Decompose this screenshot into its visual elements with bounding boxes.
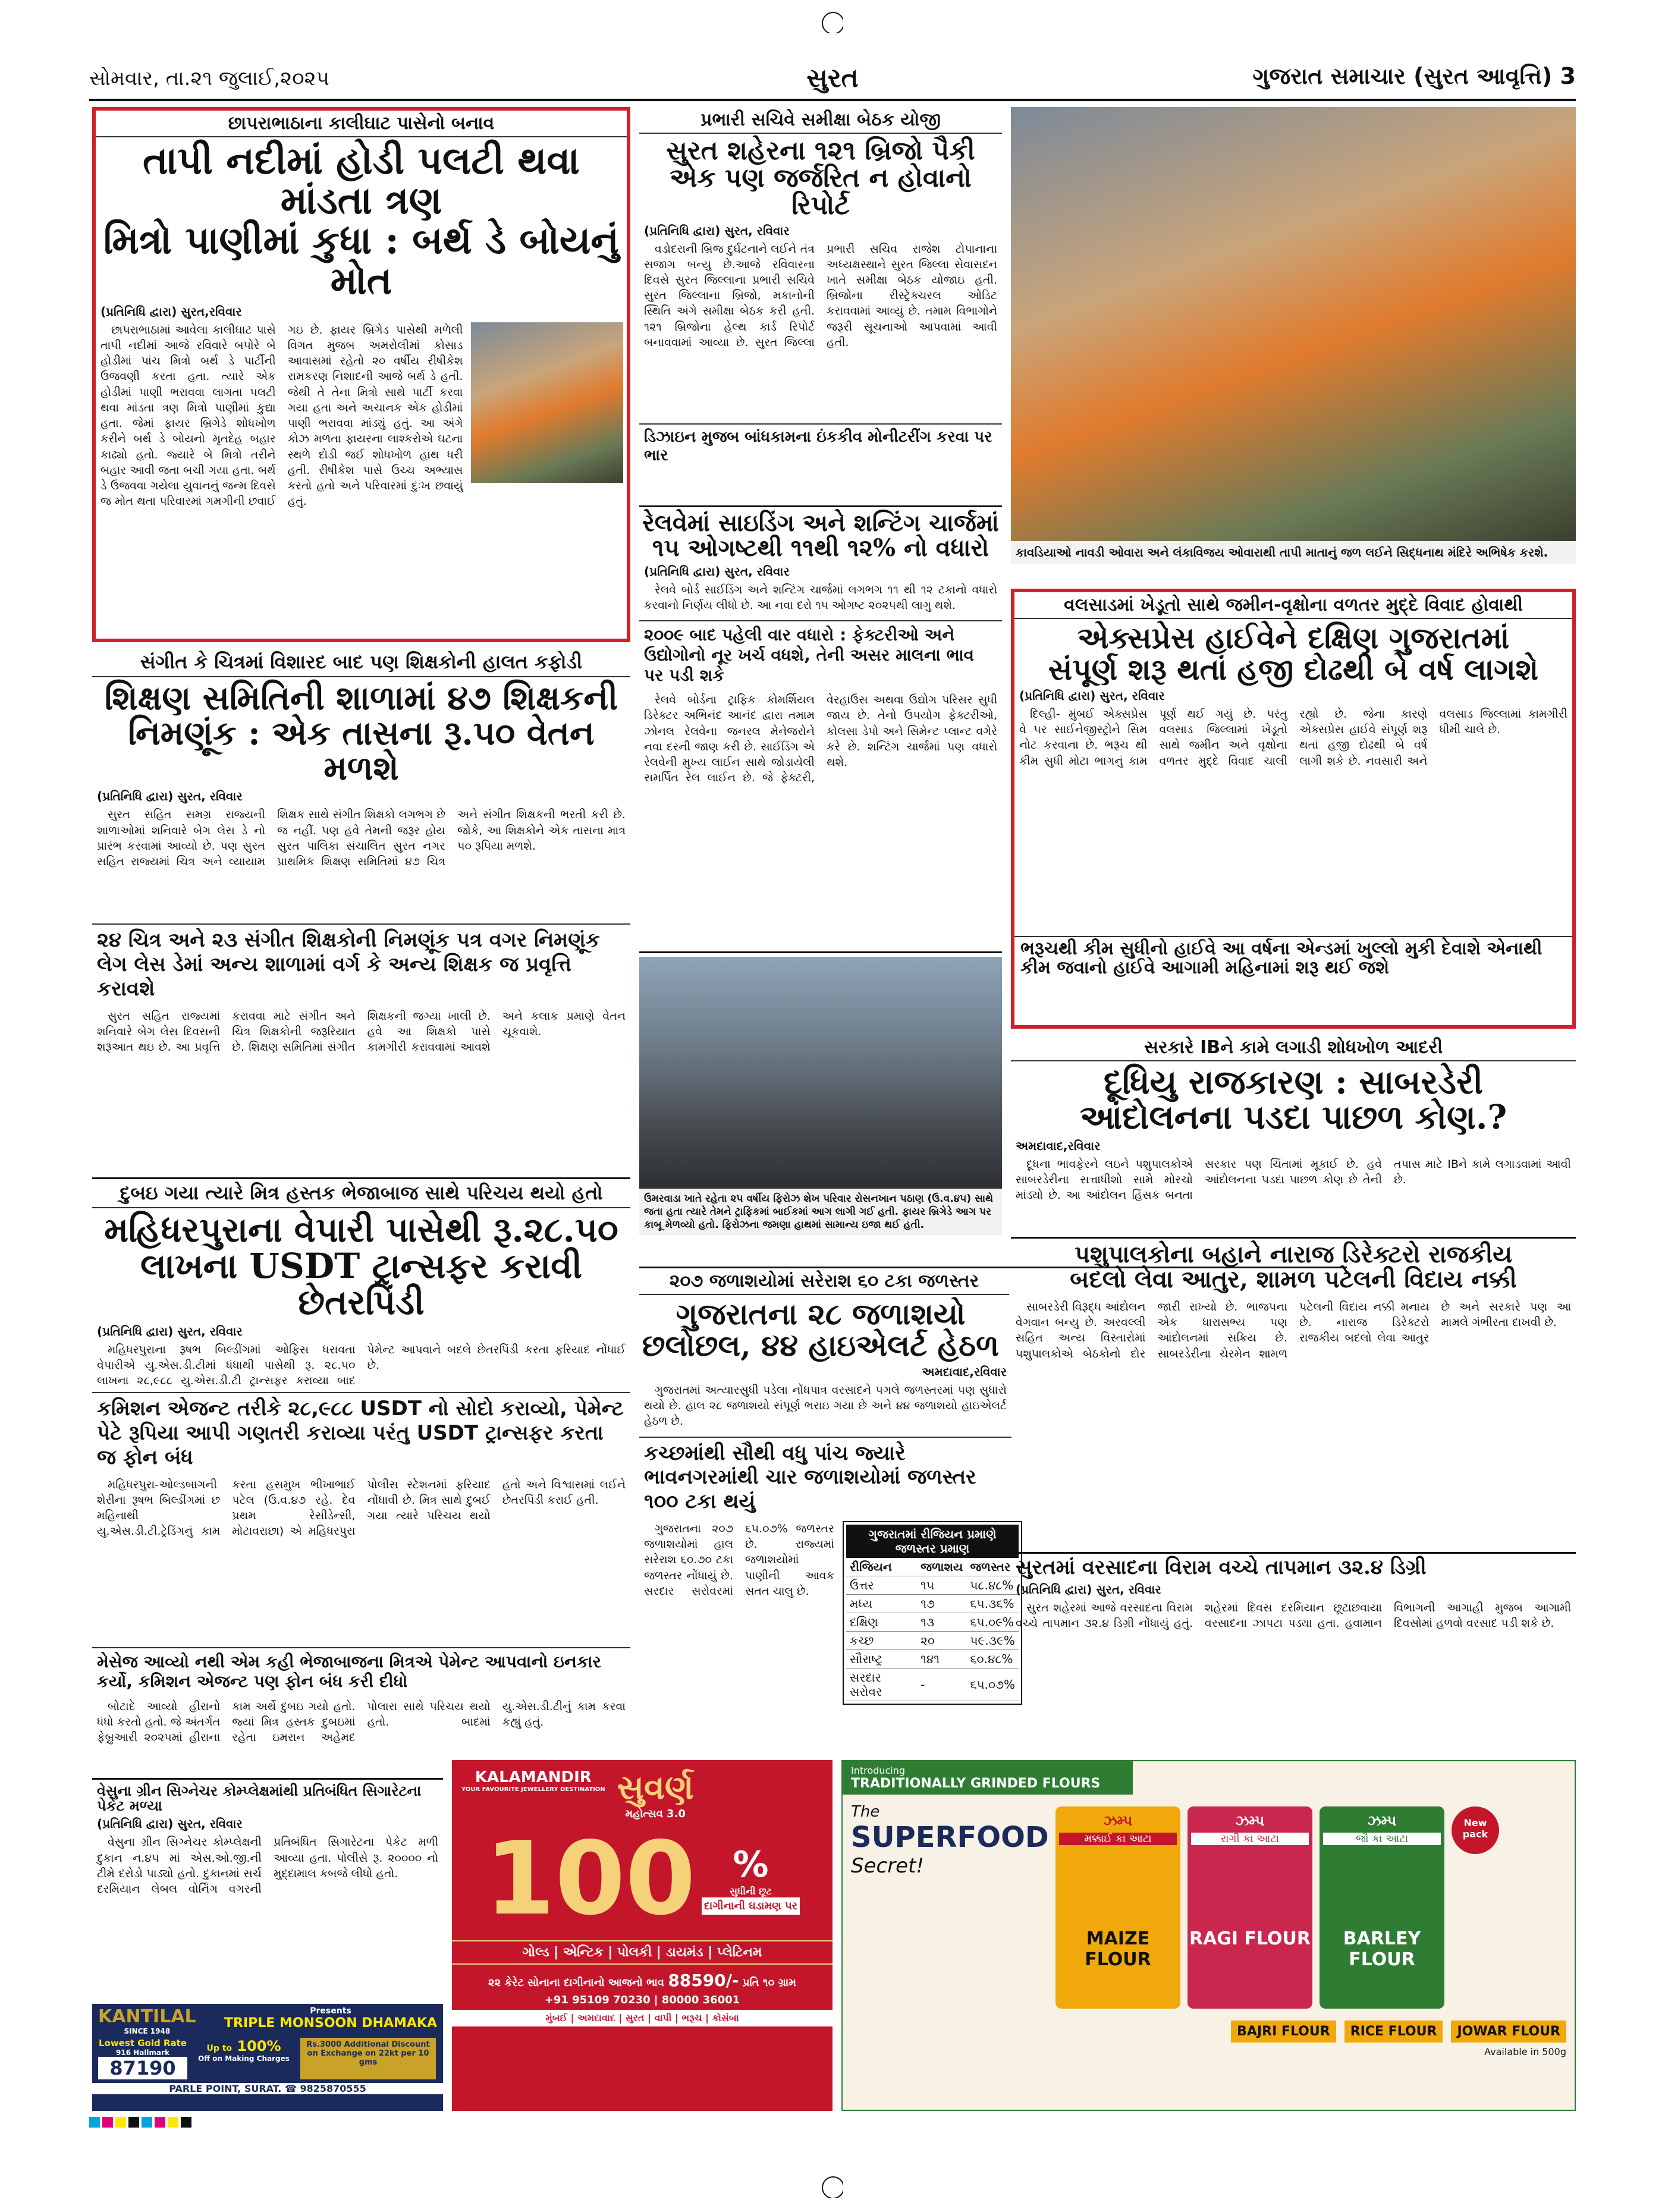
pack-name: MAIZE FLOUR <box>1085 1928 1151 1970</box>
ad-kalamandir[interactable] <box>452 1760 832 2111</box>
ad-since: SINCE 1948 <box>124 2027 171 2035</box>
story-bridges <box>639 107 1002 499</box>
table-header-row: રીજિયન જળાશય જળસ્તર <box>846 1558 1019 1576</box>
ad-avail: Available in 500g <box>1484 2046 1566 2057</box>
ad-brand: KANTILAL <box>98 2006 196 2027</box>
headline: સુરતમાં વરસાદના વિરામ વચ્ચે તાપમાન ૩૨.૪ ડિગ્રી <box>1016 1556 1427 1579</box>
ad-title: TRIPLE MONSOON DHAMAKA <box>224 2016 437 2031</box>
color-bar-bottom <box>89 2117 1576 2132</box>
kicker: દુબઇ ગયા ત્યારે મિત્ર હસ્તક ભેજાબાજ સાથે પરિચય થયો હતો <box>92 1179 630 1208</box>
headline: મહિધરપુરાના વેપારી પાસેથી રૂ.૨૮.૫૦ લાખના USDT ટ્રાન્સફર કરાવી છેતરપિંડી <box>104 1209 618 1322</box>
ad-phone: +91 95109 70230 | 80000 36001 <box>544 1994 740 2006</box>
headline: શિક્ષણ સમિતિની શાળામાં ૪૭ શિક્ષકની નિમણૂંક : એક તાસના રૂ.૫૦ વેતન મળશે <box>104 678 618 788</box>
story-body: દૂધના ભાવફેરને લઇને પશુપાલકોએ સાબરડેરીના સત્તાધીશો સામે મોરચો માંડ્યો છે. આ આંદોલન હિંસક બનતા સરકાર પણ ચિંતામાં મૂકાઈ છે. હવે આંદોલનના પડદા પાછળ કોણ છે તેની તપાસ માટે IBને કામે લગાડવામાં આવી છે. <box>1016 1157 1571 1202</box>
ad-pct: % <box>733 1843 769 1886</box>
ad-pct-note-2: દાગીનાની ઘડામણ પર <box>702 1897 800 1915</box>
story-body: ગુજરાતના ૨૦૭ જળાશયોમાં હાલ સરેરાશ ૬૦.૭૦ ટકા જળસ્તર નોંધાયું છે. સરદાર સરોવરમાં ૬૫.૦૭% જળસ્તર છે. રાજ્યમાં જળાશયોમાં પાણીની આવક સતત ચાલુ છે. <box>644 1522 834 1598</box>
header-date: સોમવાર, તા.૨૧ જુલાઈ,૨૦૨૫ <box>89 67 329 90</box>
pack-label: મક્કાઈ કા આટા <box>1059 1833 1177 1845</box>
ad-sub: મહોત્સવ 3.0 <box>625 1808 686 1820</box>
headline: તાપી નદીમાં હોડી પલટી થવા માંડતા ત્રણ મિત્રો પાણીમાં કુધા : બર્થ ડે બોયનું મોત <box>103 139 619 303</box>
kicker: છાપરાભાઠાના કાલીઘાટ પાસેનો બનાવ <box>96 111 627 137</box>
subhead: ડિઝાઇન મુજબ બાંધકામના ઇંકકીવ મોનીટરીંગ કરવા પર ભાર <box>639 423 1002 469</box>
ad-hallmark: 916 Hallmark <box>115 2048 170 2057</box>
ad-kantilal[interactable] <box>92 2004 443 2111</box>
header-section: સુરત <box>806 63 859 93</box>
byline: અમદાવાદ,રવિવાર <box>1016 1138 1101 1153</box>
story-body: સુરત શહેરમાં આજે વરસાદના વિરામ વચ્ચે તાપમાન ૩૨.૪ ડિગ્રી નોંધાયું હતું. શહેરમાં દિવસ દરમિયાન છૂટાછવાયા વરસાદના ઝાપટા પડ્યા હતા. હવામાન વિભાગની આગાહી મુજબ આગામી દિવસોમાં હળવો વરસાદ પડી શકે છે. <box>1016 1601 1571 1630</box>
table-row: ઉત્તર ૧૫ ૫૮.૪૮% <box>846 1576 1019 1595</box>
rescue-photo <box>471 322 623 483</box>
subhead: ૨૪ ચિત્ર અને ૨૩ સંગીત શિક્ષકોની નિમણૂંક પત્ર વગર નિમણૂંક લેગ લેસ ડેમાં અન્ય શાળામાં વર્ગ કે અન્ય શિક્ષક જ પ્રવૃત્તિ કરાવશે <box>92 923 630 1004</box>
story-body: સુરત સહિત સમગ્ર રાજ્યની શાળાઓમાં શનિવારે બેગ લેસ ડે નો પ્રારંભ કરવામાં આવ્યો છે. પણ સુરત સહિત રાજ્યમાં ચિત્ર અને વ્યાયામ શિક્ષક સાથે સંગીત શિક્ષકો લગભગ છે જ નહીં. પણ હવે તેમની જરૂર હોય સુરત પાલિકા સંચાલિત સુરત નગર પ્રાથમિક શિક્ષણ સમિતિમાં ૪૭ ચિત્ર અને સંગીત શિક્ષકની ભરતી કરી છે. જોકે, આ શિક્ષકોને એક તાસના માત્ર ૫૦ રૂપિયા મળશે. <box>97 808 626 869</box>
ad-tagline: YOUR FAVOURITE JEWELLERY DESTINATION <box>461 1786 605 1793</box>
headline: એક્સપ્રેસ હાઈવેને દક્ષિણ ગુજરાતમાં સંપૂર્ણ શરૂ થતાં હજી દોઢથી બે વર્ષ લાગશે <box>1048 620 1539 687</box>
ad-upto: Up to 100% <box>206 2038 281 2054</box>
tag-jowar: JOWAR FLOUR <box>1451 2021 1566 2043</box>
story-lead: ગુજરાતમાં અત્યારસુધી પડેલા નોંધપાત્ર વરસાદને પગલે જળસ્તરમાં પણ સુધારો થયો છે. હાલ ૨૮ જળાશયો સંપૂર્ણ ભરાઇ ગયા છે અને ૪૪ જળાશયો હાઇએલર્ટ હેઠળ છે. <box>644 1384 1007 1428</box>
subhead: ૨૦૦૯ બાદ પહેલી વાર વધારો : ફેક્ટરીઓ અને ઉદ્યોગોનો નૂર ખર્ચ વધશે, તેની અસર માલના ભાવ પર પડી શકે <box>639 620 1002 689</box>
reservoir-table <box>843 1521 1022 1705</box>
callout: ભરૂચથી કીમ સુધીનો હાઈવે આ વર્ષના એન્ડમાં ખુલ્લો મુકી દેવાશે એનાથી કીમ જવાનો હાઈવે આગામી મહિનામાં શરૂ થઈ જશે <box>1014 936 1572 979</box>
kicker: ૨૦૭ જળાશયોમાં સરેરાશ ૬૦ ટકા જળસ્તર <box>639 1268 1009 1295</box>
ad-the: The <box>851 1803 880 1821</box>
ad-lowest: Lowest Gold Rate <box>99 2038 187 2048</box>
pack-brand: ઝમ્પ <box>1235 1812 1265 1829</box>
kicker: પ્રભારી સચિવે સમીક્ષા બેઠક યોજી <box>639 107 1002 134</box>
story-body: રેલવે બોર્ડના ટ્રાફિક કોમર્શિયલ ડિરેક્ટર અભિનંદ આનંદ દ્વારા તમામ ઝોનલ રેલવેના જનરલ મેનેજરોને નવા દરની જાણ કરી છે. સાઈડિંગ એ રેલવેની મુખ્ય લાઈન સાથે જોડાયેલી સમર્પિત રેલ લાઈન છે. જે ફેક્ટરી, વેરહાઉસ અથવા ઉદ્યોગ પરિસર સુધી જાય છે. તેનો ઉપયોગ ફેક્ટરીઓ, કોલસા ડેપો અને સિમેન્ટ પ્લાન્ટ વગેરે કરે છે. શન્ટિંગ ચાર્જમાં પણ વધારો થશે. <box>644 693 997 785</box>
table-title: ગુજરાતમાં રીજિયન પ્રમાણે જળસ્તર પ્રમાણ <box>846 1525 1019 1558</box>
story-body: દિલ્હી- મુંબઈ એક્સપ્રેસ વે પર સાઈનેજીસ્ટ્રોને સિમ નોટ કરવાના છે. ભરૂચ થી કીમ સુધી મોટા ભાગનું કામ પૂર્ણ થઈ ગયું છે. પરંતુ વલસાડ જિલ્લામાં ખેડૂતો સાથે જમીન અને વૃક્ષોના વળતર મુદ્દે વિવાદ ચાલી રહ્યો છે. જેના કારણે એક્સપ્રેસ હાઈવે સંપૂર્ણ શરૂ થતાં હજી દોઢથી બે વર્ષ લાગી શકે છે. નવસારી અને વલસાડ જિલ્લામાં કામગીરી ધીમી ચાલે છે. <box>1019 708 1567 768</box>
subhead-2: મેસેજ આવ્યો નથી એમ કહી ભેજાબાજના મિત્રએ પેમેન્ટ આપવાનો ઇનકાર કર્યો, કમિશન એજન્ટ પણ ફોન બંધ કરી દીધો <box>92 1647 630 1695</box>
pack-brand: ઝમ્પ <box>1103 1812 1133 1829</box>
tag-bajri: BAJRI FLOUR <box>1231 2021 1336 2043</box>
registration-mark-bottom <box>822 2176 843 2198</box>
story-usdt-fraud <box>92 1177 630 1772</box>
story-railway <box>639 505 1002 945</box>
story-body: વડોદરાની બ્રિજ દુર્ઘટનાને લઈને તંત્ર સજાગ બન્યુ છે.આજે રવિવારના દિવસે સુરત જિલ્લાના પ્રભારી સચિવે સુરત જિલ્લાના બ્રિજો, મકાનોની સ્થિતિ અંગે સમીક્ષા બેઠક કરી હતી. ૧૨૧ બ્રિજોના હેલ્થ કાર્ડ રિપોર્ટ બનાવવામાં આવ્યા છે. સુરત જિલ્લા પ્રભારી સચિવ રાજેશ ટોપાનાના અધ્યક્ષસ્થાને સુરત જિલ્લા સેવાસદન ખાતે સમીક્ષા બેઠક યોજાઇ હતી. બ્રિજોના રીસ્ટ્રેક્ચરલ ઓડિટ કરાવવામાં આવ્યું છે. તમામ વિભાગોને જરૂરી સૂચનાઓ આપવામાં આવી હતી. <box>644 242 997 349</box>
ad-presents: Presents <box>310 2006 351 2016</box>
pack-name: BARLEY FLOUR <box>1343 1928 1421 1970</box>
bike-fire-photo <box>639 957 1002 1189</box>
ad-flours[interactable] <box>841 1760 1576 2111</box>
ad-discount: Rs.3000 Additional Discount on Exchange on 22kt per 10 gms <box>300 2038 436 2079</box>
photo-caption: કાવડિયાઓ નાવડી ઓવારા અને લંકાવિજય ઓવારાથી તાપી માતાનું જળ લઈને સિદ્ધનાથ મંદિરે અભિષેક કરશે. <box>1011 541 1576 564</box>
story-tapi-boat <box>92 107 630 642</box>
pack-name: RAGI FLOUR <box>1189 1928 1311 1949</box>
kicker: સરકારે IBને કામે લગાડી શોધખોળ આદરી <box>1011 1035 1576 1061</box>
byline: (પ્રતિનિધિ દ્વારા) સુરત, રવિવાર <box>97 789 243 804</box>
photo-caption: ઉમરવાડા ખાતે રહેતા ૨૫ વર્ષીય ફિરોઝ શેખ પરિવાર રોસનખાન પઠાણ (ઉ.વ.૪૫) સાથે જતા હતા ત્યારે તેમને ટ્રાફિકમાં બાઈકમાં આગ લાગી ગઈ હતી. ફાયર બ્રિગેડે આગ પર કાબૂ મેળવ્યો હતો. ફિરોઝના જમણા હાથમાં સામાન્ય ઇજા થઈ હતી. <box>639 1189 1002 1235</box>
tag-rice: RICE FLOUR <box>1344 2021 1443 2043</box>
headline: પશુપાલકોના બહાને નારાજ ડિરેક્ટરો રાજકીય બદલો લેવા આતુર, શામળ પટેલની વિદાય નક્કી <box>1070 1240 1517 1293</box>
headline: સુરત શહેરના ૧૨૧ બ્રિજો પૈકી એક પણ જર્જરિત ન હોવાનો રિપોર્ટ <box>666 136 975 221</box>
ad-introducing: Introducing <box>851 1765 905 1776</box>
subhead: કચ્છમાંથી સૌથી વધુ પાંચ જ્યારે ભાવનગરમાંથી ચાર જળાશયોમાં જળસ્તર ૧૦૦ ટકા થયું <box>639 1437 1011 1517</box>
byline: (પ્રતિનિધિ દ્વારા) સુરત,રવિવાર <box>100 304 242 319</box>
kavad-photo <box>1011 107 1576 541</box>
ad-title: સુવર્ણ <box>617 1768 694 1807</box>
kavad-photo-block <box>1011 107 1576 583</box>
byline: (પ્રતિનિધિ દ્વારા) સુરત, રવિવાર <box>97 1324 243 1338</box>
byline: (પ્રતિનિધિ દ્વારા) સુરત, રવિવાર <box>644 564 790 579</box>
ad-pct-note: સુધીની છૂટ <box>729 1885 772 1897</box>
story-lead: રેલવે બોર્ડ સાઈડિંગ અને શન્ટિંગ ચાર્જમાં લગભગ ૧૧ થી ૧૨ ટકાનો વધારો કરવાનો નિર્ણય લીધો છે. આ નવા દરો ૧૫ ઓગષ્ટ ૨૦૨૫થી લાગુ થશે. <box>644 583 997 612</box>
table <box>846 1558 1019 1701</box>
ad-cities: મુંબઈ | અમદાવાદ | સુરત | વાપી | ભરૂચ | કોસંબા <box>452 2010 832 2026</box>
ad-off: Off on Making Charges <box>198 2054 290 2063</box>
ad-rate: ૨૨ કેરેટ સોનાના દાગીનાનો આજનો ભાવ 88590/- પ્રતિ ૧૦ ગ્રામ <box>488 1971 796 1990</box>
pack-label: જૌ કા આટા <box>1323 1833 1441 1845</box>
story-body: સાબરડેરી વિરૂદ્ધ આંદોલન વેગવાન બન્યુ છે. અરવલ્લી સહિત અન્ય વિસ્તારોમાં પશુપાલકોએ બેઠકોનો દોર જારી રાખ્યો છે. ભાજપના એક ધારાસભ્ય પણ આંદોલનમાં સક્રિય છે. સાબરડેરીના ચેરમેન શામળ પટેલની વિદાય નક્કી મનાય છે. નારાજ ડિરેક્ટરો રાજકીય બદલો લેવા આતુર છે અને સરકારે પણ આ મામલે ગંભીરતા દાખવી છે. <box>1016 1300 1571 1360</box>
headline: ગુજરાતના ૨૮ જળાશયો છલોછલ, ૪૪ હાઇએલર્ટ હેઠળ <box>642 1296 1000 1363</box>
fire-photo-block <box>639 951 1002 1261</box>
ad-footer: PARLE POINT, SURAT. ☎ 9825870555 <box>92 2083 443 2094</box>
ad-secret: Secret! <box>851 1854 925 1878</box>
kicker: સંગીત કે ચિત્રમાં વિશારદ બાદ પણ શિક્ષકોની હાલત કફોડી <box>92 648 630 677</box>
byline: (પ્રતિનિધિ દ્વારા) સુરત, રવિવાર <box>1019 689 1165 703</box>
story-body: મહિધરપુરા-ઓલ્ડબાગની શેરીના રૂષભ બિલ્ડીંગમાં છ મહિનાથી યુ.એસ.ડી.ટી.ટ્રેડિંગનું કામ કરતા હસમુખ ભીખાભાઈ પટેલ (ઉ.વ.૪૭ રહે. દેવ પ્રથમ રેસીડેન્સી, મોટાવરાછા) એ મહિધરપુરા પોલીસ સ્ટેશનમાં ફરિયાદ નોંધાવી છે. મિત્ર સાથે દુબઈ ગયા ત્યારે પરિચય થયો હતો અને વિશ્વાસમાં લઈને છેતરપિંડી કરાઈ હતી. <box>97 1478 626 1538</box>
subhead: કમિશન એજન્ટ તરીકે ૨૮,૯૮૮ USDT નો સોદો કરાવ્યો, પેમેન્ટ પેટે રૂપિયા આપી ગણતરી કરાવ્યા પરંતુ USDT ટ્રાન્સફર કરતા જ ફોન બંધ <box>92 1392 630 1473</box>
pack-label: રાગી કા આટા <box>1191 1833 1309 1845</box>
page-header <box>89 59 1576 101</box>
table-row: કચ્છ ૨૦ ૫૯.૩૯% <box>846 1632 1019 1650</box>
table-row: સૌરાષ્ટ્ર ૧૪૧ ૬૦.૪૮% <box>846 1650 1019 1669</box>
byline: (પ્રતિનિધિ દ્વારા) સુરત, રવિવાર <box>644 223 790 238</box>
pack-barley <box>1320 1806 1444 2009</box>
byline: અમદાવાદ,રવિવાર <box>922 1365 1007 1379</box>
story-teachers <box>92 648 630 1171</box>
pack-brand: ઝમ્પ <box>1367 1812 1397 1829</box>
ad-big-number: 100 <box>485 1820 696 1938</box>
story-body-2: સુરત સહિત રાજ્યમાં શનિવારે બેગ લેસ દિવસની શરૂઆત થઇ છે. આ પ્રવૃત્તિ કરાવવા માટે સંગીત અને ચિત્ર શિક્ષકોની જરૂરિયાત છે. શિક્ષણ સમિતિમાં સંગીત શિક્ષકની જગ્યા ખાલી છે. હવે આ શિક્ષકો પાસે કામગીરી કરાવવામાં આવશે અને કલાક પ્રમાણે વેતન ચૂકવાશે. <box>97 1009 626 1054</box>
header-masthead: ગુજરાત સમાચાર (સુરત આવૃત્તિ) 3 <box>1252 63 1576 89</box>
ad-brand: KALAMANDIR <box>475 1768 592 1786</box>
headline: વેસુના ગ્રીન સિગ્નેચર કોમ્પ્લેક્ષમાંથી પ્રતિબંધિત સિગારેટના પેકેટ મળ્યા <box>97 1782 422 1815</box>
registration-mark-top <box>822 12 843 33</box>
headline: રેલવેમાં સાઇડિંગ અને શન્ટિંગ ચાર્જમાં ૧૫ ઓગષ્ટથી ૧૧થી ૧૨% નો વધારો <box>642 509 999 562</box>
pack-ragi <box>1188 1806 1312 2009</box>
kicker: વલસાડમાં ખેડૂતો સાથે જમીન-વૃક્ષોના વળતર મુદ્દે વિવાદ હોવાથી <box>1014 592 1572 619</box>
story-sabar-dairy <box>1011 1035 1576 1231</box>
byline: (પ્રતિનિધિ દ્વારા) સુરત, રવિવાર <box>97 1817 243 1831</box>
pack-maize <box>1055 1806 1180 2009</box>
byline: (પ્રતિનિધિ દ્વારા) સુરત, રવિવાર <box>1016 1582 1161 1597</box>
ad-categories: ગોલ્ડ | એન્ટિક | પોલકી | ડાયમંડ | પ્લેટિનમ <box>452 1940 832 1965</box>
story-expressway <box>1011 589 1576 1029</box>
story-body: છાપરાભાઠામાં આવેલા કાલીઘાટ પાસે તાપી નદીમાં આજે રવિવારે બપોરે બે હોડીમાં પાંચ મિત્રો બર્થ ડે પાર્ટીની ઉજવણી કરતા હતા. ત્યારે એક હોડીમાં પાણી ભરાવવા લાગતા પલટી થવા માંડતા ત્રણ મિત્રો પાણીમાં કુદ્યા હતા. જેમાં ફાયર બ્રિગેડે શોધખોળ કરીને બર્થ ડે બોયનો મૃતદેહ બહાર કાઢ્યો હતો. જ્યારે બે મિત્રો તરીને બહાર આવી જતા બચી ગયા હતા. બર્થ ડે ઉજવવા ગયેલા યુવાનનું જન્મ દિવસે જ મોત થતા પરિવારમાં ગમગીની છવાઈ ગઇ છે. ફાયર બ્રિગેડ પાસેથી મળેલી વિગત મુજબ અમરોલીમાં કોસાડ આવાસમાં રહેતો ૨૦ વર્ષીય રીષીકેશ રામકરણ નિશાદની આજે બર્થ ડે હતી. જેથી તે તેના મિત્રો સાથે પાર્ટી કરવા ગયા હતા અને અચાનક એક હોડીમાં પાણી ભરાવવા માંડ્યું હતું. આ અંગે કોઝ મળતા ફાયરના લાશ્કરોએ ઘટના સ્થળે દોડી જઈ શોધખોળ હાથ ધરી હતી. રીષીકેશ પાસે ઉચ્ચ અભ્યાસ કરતો હતો અને પરિવારમાં દુઃખ છવાયું હતું. <box>100 323 463 508</box>
table-row: દક્ષિણ ૧૩ ૬૫.૦૯% <box>846 1613 1019 1632</box>
story-body-2: બોટાદે આવ્યો હીરાનો ધંધો કરતો હતો. જે અંતર્ગત ફેબ્રુઆરી ૨૦૨૫માં હીરાના કામ અર્થે દુબઇ ગયો હતો. જ્યાં મિત્ર હસ્તક દુબઇમાં રહેતા ઇમરાન અહેમદ પોલારા સાથે પરિચય થયો હતો. બાદમાં યુ.એસ.ડી.ટીનું કામ કરવા કહ્યું હતું. <box>97 1699 626 1745</box>
story-cigarettes <box>92 1778 443 1998</box>
new-pack-badge: New pack <box>1452 1806 1499 1854</box>
ad-tag: TRADITIONALLY GRINDED FLOURS <box>851 1776 1101 1791</box>
ad-title: SUPERFOOD <box>851 1821 1049 1854</box>
ad-price: 87190 <box>98 2057 187 2079</box>
story-lead: મહિધરપુરાના રૂષભ બિલ્ડીંગમાં ઓફિસ ધરાવતા વેપારીએ યુ.એસ.ડી.ટીમાં ધંધાથી પાસેથી રૂ. ૨૮.૫૦ લાખના ૨૮,૯૮૮ યુ.એસ.ડી.ટી ટ્રાન્સફર કરાવ્યા બાદ પેમેન્ટ આપવાને બદલે છેતરપિંડી કરતા ફરિયાદ નોંધાઈ છે. <box>97 1343 626 1388</box>
table-row: સરદાર સરોવર - ૬૫.૦૭% <box>846 1669 1019 1701</box>
story-temperature <box>1011 1552 1576 1754</box>
table-row: મધ્ય ૧૭ ૬૫.૩૬% <box>846 1595 1019 1613</box>
headline: દૂધિયુ રાજકારણ : સાબરડેરી આંદોલનના પડદા પાછળ કોણ.? <box>1079 1063 1507 1137</box>
story-body: વેસુના ગ્રીન સિગ્નેચર કોમ્પ્લેક્ષની દુકાન ન.૪૫ માં એસ.ઓ.જી.ની ટીમે દરોડો પાડ્યો હતો. દુકાનમાં સર્ચ દરમિયાન લેબલ વોર્નિંગ વગરની પ્રતિબંધિત સિગારેટના પેકેટ મળી આવ્યા હતા. પોલીસે રૂ. ૨૦૦૦૦ નો મુદ્દામાલ કબજે લીધો હતો. <box>97 1836 438 1896</box>
